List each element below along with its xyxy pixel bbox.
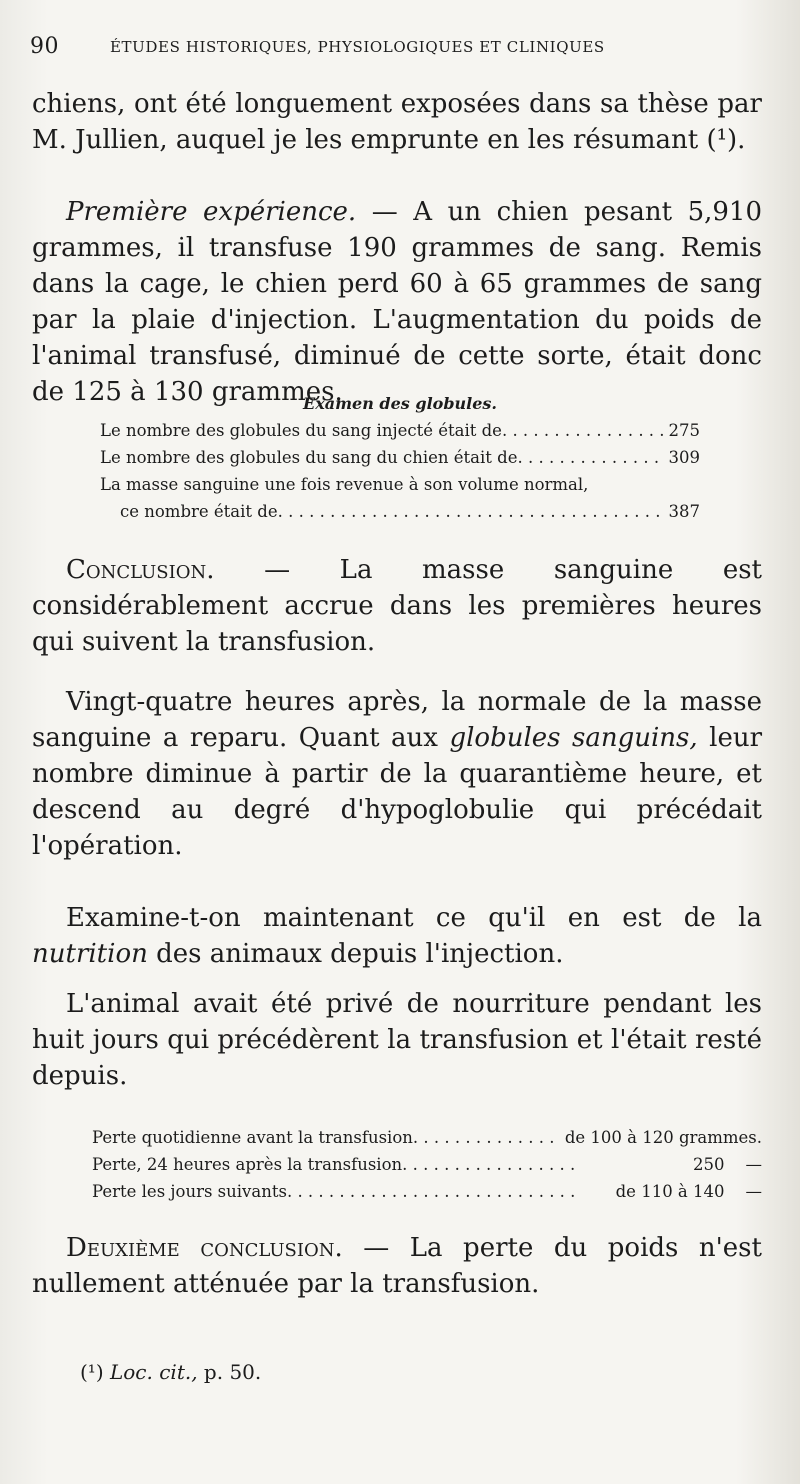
- globules-row-label: ce nombre était de: [120, 502, 278, 521]
- paragraph-3: [32, 900, 762, 972]
- weight-loss-value: 250 —: [693, 1155, 762, 1174]
- globules-row-3: [100, 498, 700, 525]
- conclusion-paragraph: [32, 552, 762, 660]
- weight-loss-row-1: [92, 1124, 762, 1151]
- weight-loss-row-3: [92, 1178, 762, 1205]
- globules-row-value: 275: [668, 421, 700, 440]
- second-conclusion-text: — La perte du poids n'est nullement atténuée par la transfusion.: [32, 1233, 762, 1299]
- weight-loss-value: de 100 à 120 grammes.: [564, 1128, 762, 1147]
- paragraph-2: [32, 684, 762, 864]
- globules-row-3-line-1: La masse sanguine une fois revenue à son volume normal,: [100, 475, 589, 494]
- globules-row-2: [100, 444, 700, 471]
- weight-loss-label: Perte les jours suivants: [92, 1182, 287, 1201]
- paragraph-2-text: Vingt-quatre heures après, la normale de la masse sanguine a reparu. Quant aux: [32, 687, 762, 753]
- conclusion-label: Conclusion.: [66, 555, 215, 585]
- paragraph-2-italic: globules sanguins,: [449, 723, 698, 753]
- conclusion-text: — La masse sanguine est considérablement accrue dans les premières heures qui suivent la transfusion.: [32, 555, 762, 657]
- intro-line-2: M. Jullien, auquel je les emprunte en les résumant (¹).: [32, 125, 746, 155]
- globules-row-value: 387: [668, 502, 700, 521]
- running-title: ÉTUDES HISTORIQUES, PHYSIOLOGIQUES ET CLINIQUES: [110, 38, 605, 56]
- weight-loss-table: [92, 1124, 762, 1205]
- page-number: 90: [30, 34, 59, 59]
- footnote-page: p. 50.: [197, 1360, 262, 1384]
- paragraph-4: [32, 986, 762, 1094]
- footnote-marker: (¹): [80, 1360, 104, 1384]
- weight-loss-label: Perte, 24 heures après la transfusion: [92, 1155, 403, 1174]
- second-conclusion-label: Deuxième conclusion.: [66, 1233, 343, 1263]
- intro-line-1: chiens, ont été longuement exposées dans sa thèse par: [32, 89, 762, 119]
- globules-row-label: Le nombre des globules du sang injecté était de: [100, 421, 502, 440]
- globules-exam: [100, 390, 700, 525]
- first-experiment-text: — A un chien pesant 5,910 grammes, il transfuse 190 grammes de sang. Remis dans la cage, le chien perd 60 à 65 grammes de sang par la plaie d'injection. L'augmentation du poids de l'animal transfusé, diminué de cette sorte, était donc de 125 à 130 grammes.: [32, 197, 762, 407]
- weight-loss-value: de 110 à 140 —: [615, 1182, 762, 1201]
- weight-loss-label: Perte quotidienne avant la transfusion: [92, 1128, 413, 1147]
- globules-row-value: 309: [668, 448, 700, 467]
- globules-exam-title: Examen des globules.: [303, 394, 497, 413]
- paragraph-4-text: L'animal avait été privé de nourriture pendant les huit jours qui précédèrent la transfusion et l'était resté depuis.: [32, 989, 762, 1091]
- paragraph-3-italic: nutrition: [32, 939, 148, 969]
- first-experiment-paragraph: [32, 194, 762, 410]
- globules-row-label: Le nombre des globules du sang du chien était de: [100, 448, 518, 467]
- paragraph-3-text: Examine-t-on maintenant ce qu'il en est de la: [66, 903, 762, 933]
- footnote-ref: Loc. cit.,: [109, 1360, 198, 1384]
- footnote: [80, 1360, 261, 1384]
- first-experiment-label: Première expérience.: [66, 197, 357, 227]
- intro-paragraph: [32, 86, 762, 158]
- paragraph-2-text-end: leur nombre diminue à partir de la quarantième heure, et descend au degré d'hypoglobulie qui précédait l'opération.: [32, 723, 763, 861]
- globules-row-1: [100, 417, 700, 444]
- second-conclusion-paragraph: [32, 1230, 762, 1302]
- weight-loss-row-2: [92, 1151, 762, 1178]
- paragraph-3-text-end: des animaux depuis l'injection.: [147, 939, 564, 969]
